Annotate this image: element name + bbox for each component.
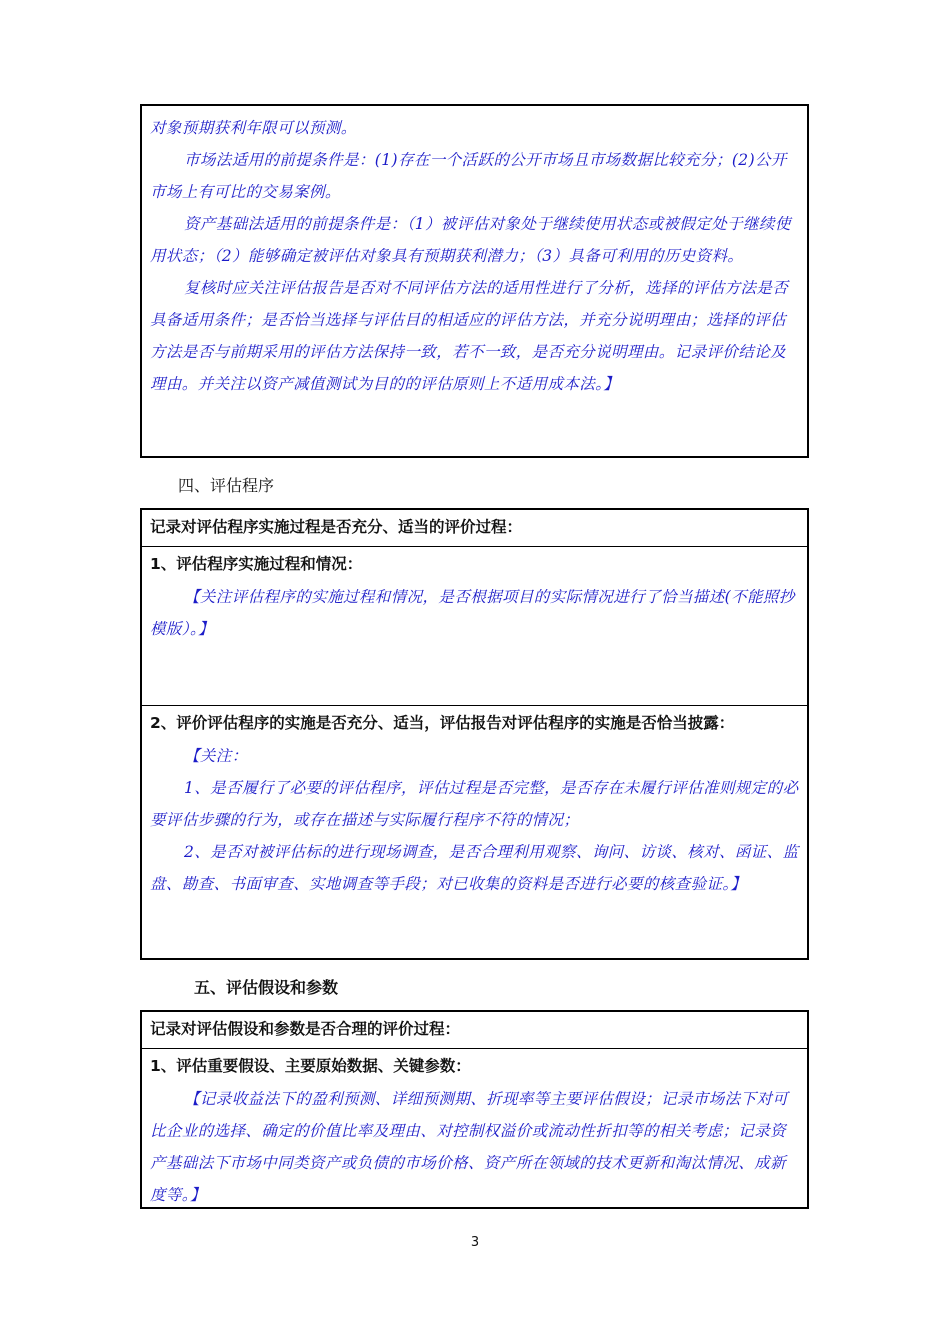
procedure-item-2-note-2: 2、是否对被评估标的进行现场调查，是否合理利用观察、询问、访谈、核对、函证、监盘、勘查、书面审查、实地调查等手段；对已收集的资料是否进行必要的核查验证。】: [150, 843, 799, 893]
procedure-table: [140, 508, 809, 960]
procedure-item-1-note: 【关注评估程序的实施过程和情况，是否根据项目的实际情况进行了恰当描述(不能照抄模版）。】: [150, 588, 795, 638]
note-paragraph: 市场法适用的前提条件是：(1)存在一个活跃的公开市场且市场数据比较充分；(2)公开市场上有可比的交易案例。: [150, 151, 787, 201]
procedure-item-1-title: 1、评估程序实施过程和情况：: [150, 555, 363, 573]
section-title-assumptions: 五、评估假设和参数: [194, 978, 339, 997]
assumptions-item-1-title: 1、评估重要假设、主要原始数据、关键参数：: [150, 1057, 471, 1075]
procedure-item-2-row: [142, 706, 807, 900]
note-paragraph: 对象预期获利年限可以预测。: [150, 119, 357, 137]
procedure-item-2-title: 2、评价评估程序的实施是否充分、适当，评估报告对评估程序的实施是否恰当披露：: [150, 714, 735, 732]
assumptions-item-1-row: [142, 1049, 807, 1211]
procedure-item-2-note-lead: 【关注：: [184, 747, 248, 765]
note-paragraph: 复核时应关注评估报告是否对不同评估方法的适用性进行了分析，选择的评估方法是否具备适用条件；是否恰当选择与评估目的相适应的评估方法，并充分说明理由；选择的评估方法是否与前期采用的评估方法保持一致，若不一致，是否充分说明理由。记录评价结论及理由。并关注以资产减值测试为目的的评估原则上不适用成本法。】: [150, 279, 789, 393]
procedure-item-2-note-1: 1、是否履行了必要的评估程序，评估过程是否完整，是否存在未履行评估准则规定的必要评估步骤的行为，或存在描述与实际履行程序不符的情况；: [150, 779, 799, 829]
procedure-header-row: [142, 510, 807, 547]
valuation-method-note-box: [140, 104, 809, 458]
note-paragraph: 资产基础法适用的前提条件是：（1）被评估对象处于继续使用状态或被假定处于继续使用状态；（2）能够确定被评估对象具有预期获利潜力；（3）具备可利用的历史资料。: [150, 215, 791, 265]
procedure-header: 记录对评估程序实施过程是否充分、适当的评价过程：: [150, 518, 523, 536]
page-number: 3: [470, 1235, 480, 1250]
assumptions-header: 记录对评估假设和参数是否合理的评价过程：: [150, 1020, 461, 1038]
section-title-procedure: 四、评估程序: [178, 476, 275, 495]
procedure-item-1-row: [142, 547, 807, 706]
assumptions-header-row: [142, 1012, 807, 1049]
assumptions-item-1-note: 【记录收益法下的盈利预测、详细预测期、折现率等主要评估假设；记录市场法下对可比企业的选择、确定的价值比率及理由、对控制权溢价或流动性折扣等的相关考虑；记录资产基础法下市场中同类资产或负债的市场价格、资产所在领域的技术更新和淘汰情况、成新度等。】: [150, 1090, 789, 1204]
assumptions-table: [140, 1010, 809, 1209]
